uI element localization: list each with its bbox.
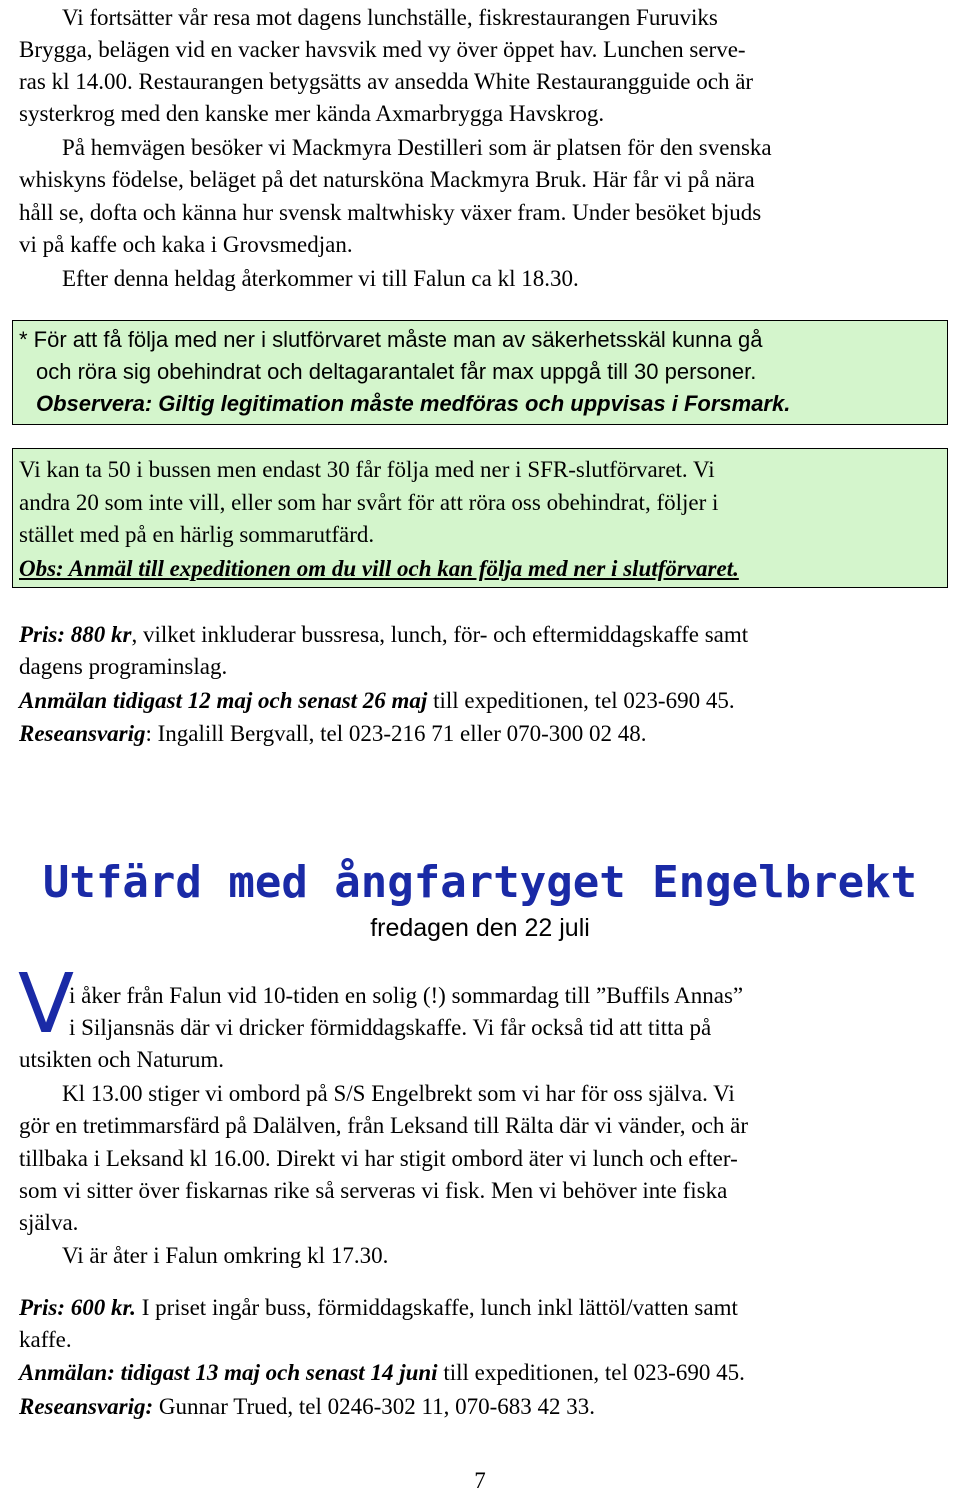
registration-note: Obs: Anmäl till expeditionen om du vill och kan följa med ner i slutförvaret.	[19, 556, 739, 581]
intro-line: systerkrog med den kanske mer kända Axmarbrygga Havskrog.	[19, 101, 605, 126]
trip2-price	[19, 1292, 738, 1324]
trip2-contact	[19, 1391, 595, 1423]
intro-line: På hemvägen besöker vi Mackmyra Destilleri som är platsen för den svenska	[62, 135, 772, 160]
id-requirement-note: Observera: Giltig legitimation måste medföras och uppvisas i Forsmark.	[36, 391, 791, 416]
page-number: 7	[474, 1468, 486, 1493]
price-label: Pris: 880 kr	[19, 622, 132, 647]
trip1-price	[19, 619, 748, 651]
contact-label: Reseansvarig	[19, 721, 146, 746]
trip2-line: gör en tretimmarsfärd på Dalälven, från Leksand till Rälta där vi vänder, och är	[19, 1113, 749, 1138]
trip1-price-line2: dagens programinslag.	[19, 654, 228, 679]
trip2-date: fredagen den 22 juli	[370, 914, 590, 942]
safety-notice-line: och röra sig obehindrat och deltagarantalet får max uppgå till 30 personer.	[36, 359, 757, 384]
price-details: , vilket inkluderar bussresa, lunch, för- och eftermiddagskaffe samt	[131, 622, 749, 647]
contact-label: Reseansvarig:	[19, 1394, 154, 1419]
drop-cap: V	[18, 957, 75, 1052]
trip2-signup	[19, 1357, 745, 1389]
trip2-line: som vi sitter över fiskarnas rike så serveras vi fisk. Men vi behöver inte fiska	[19, 1178, 728, 1203]
intro-line: Brygga, belägen vid en vacker havsvik med vy över öppet hav. Lunchen serve-	[19, 37, 746, 62]
intro-line: håll se, dofta och känna hur svensk maltwhisky växer fram. Under besöket bjuds	[19, 200, 762, 225]
trip1-signup	[19, 685, 735, 717]
trip2-line: Kl 13.00 stiger vi ombord på S/S Engelbrekt som vi har för oss själva. Vi	[62, 1081, 735, 1106]
trip2-line: själva.	[19, 1210, 79, 1235]
intro-line: Efter denna heldag återkommer vi till Falun ca kl 18.30.	[62, 266, 579, 291]
trip2-price-line2: kaffe.	[19, 1327, 72, 1352]
trip2-line: i Siljansnäs där vi dricker förmiddagskaffe. Vi får också tid att titta på	[69, 1015, 712, 1040]
trip1-contact	[19, 718, 647, 750]
intro-line: ras kl 14.00. Restaurangen betygsätts av ansedda White Restaurangguide och är	[19, 69, 754, 94]
signup-details: till expeditionen, tel 023-690 45.	[437, 1360, 745, 1385]
bus-notice-line: Vi kan ta 50 i bussen men endast 30 får följa med ner i SFR-slutförvaret. Vi	[19, 457, 715, 482]
trip2-line: i åker från Falun vid 10-tiden en solig (!) sommardag till ”Buffils Annas”	[69, 983, 744, 1008]
trip2-line: utsikten och Naturum.	[19, 1047, 225, 1072]
signup-details: till expeditionen, tel 023-690 45.	[427, 688, 735, 713]
contact-details: : Ingalill Bergvall, tel 023-216 71 eller 070-300 02 48.	[145, 721, 647, 746]
bus-notice-line: stället med på en härlig sommarutfärd.	[19, 522, 375, 547]
price-details: I priset ingår buss, förmiddagskaffe, lunch inkl lättöl/vatten samt	[135, 1295, 738, 1320]
intro-line: Vi fortsätter vår resa mot dagens lunchställe, fiskrestaurangen Furuviks	[62, 5, 718, 30]
intro-line: vi på kaffe och kaka i Grovsmedjan.	[19, 232, 353, 257]
trip2-line: Vi är åter i Falun omkring kl 17.30.	[62, 1243, 389, 1268]
trip2-line: tillbaka i Leksand kl 16.00. Direkt vi har stigit ombord äter vi lunch och efter-	[19, 1146, 738, 1171]
contact-details: Gunnar Trued, tel 0246-302 11, 070-683 42 33.	[153, 1394, 596, 1419]
bus-notice-line: andra 20 som inte vill, eller som har svårt för att röra oss obehindrat, följer i	[19, 490, 719, 515]
safety-notice-line: * För att få följa med ner i slutförvaret måste man av säkerhetsskäl kunna gå	[19, 327, 763, 352]
price-label: Pris: 600 kr.	[19, 1295, 136, 1320]
signup-label: Anmälan: tidigast 13 maj och senast 14 juni	[19, 1360, 438, 1385]
trip2-title: Utfärd med ångfartyget Engelbrekt	[42, 857, 918, 908]
intro-line: whiskyns födelse, beläget på det natursköna Mackmyra Bruk. Här får vi på nära	[19, 167, 755, 192]
signup-label: Anmälan tidigast 12 maj och senast 26 maj	[19, 688, 428, 713]
